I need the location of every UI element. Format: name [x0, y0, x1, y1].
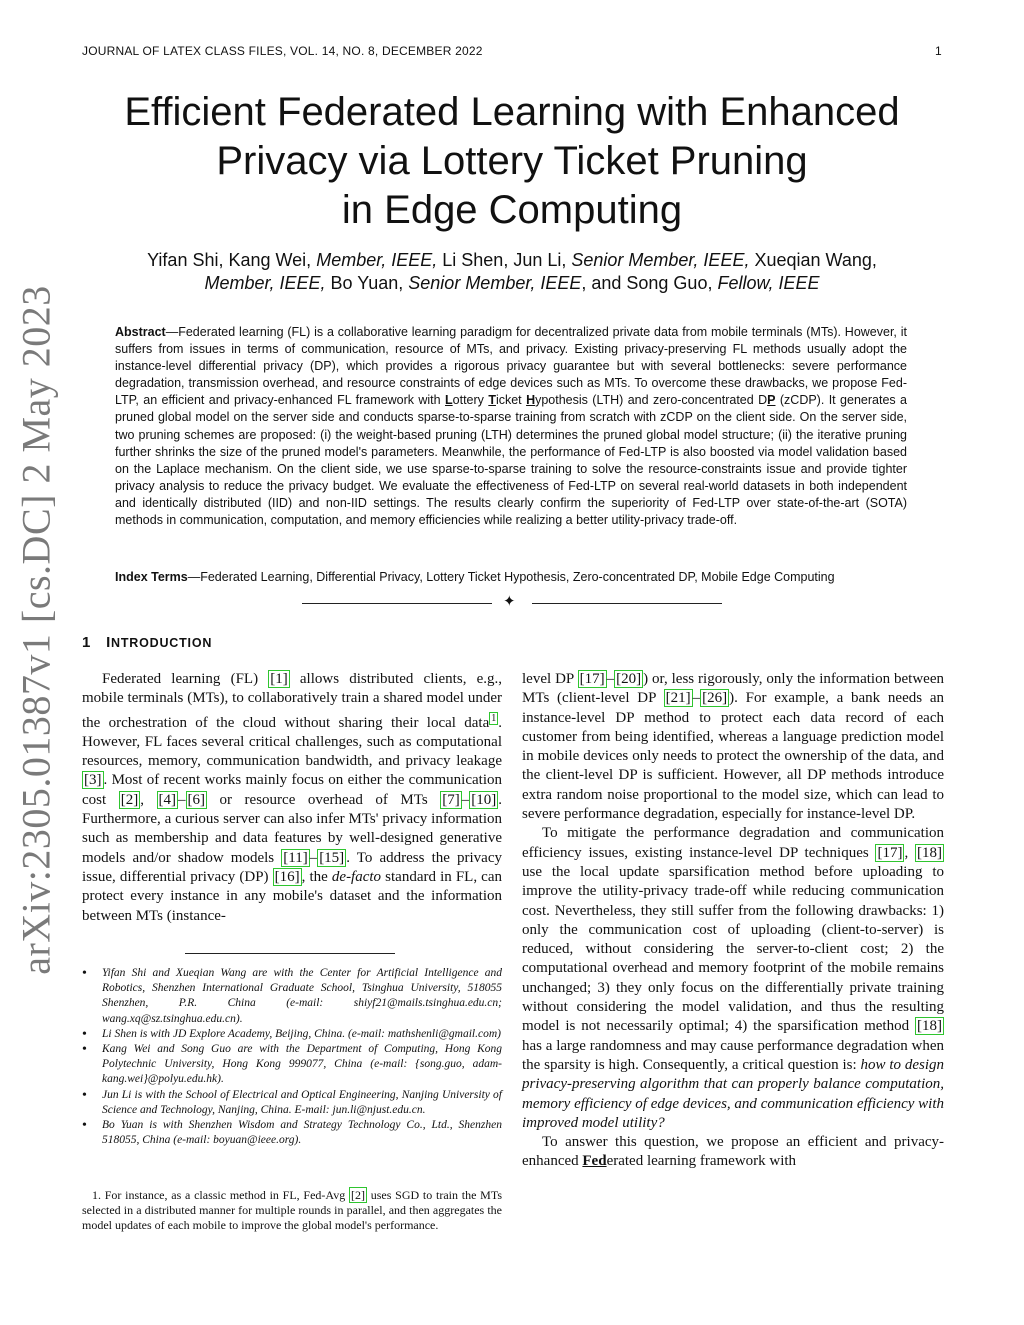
citation-link[interactable]: [16]	[274, 868, 300, 885]
author-rank: Senior Member, IEEE	[408, 273, 582, 293]
citation-link[interactable]: [17]	[877, 844, 903, 861]
citation-link[interactable]: [6]	[187, 791, 205, 808]
abstract-dash: —	[165, 325, 179, 339]
citation-link[interactable]: [2]	[120, 791, 139, 808]
title-line-2: Privacy via Lottery Ticket Pruning	[216, 139, 808, 183]
paragraph: Federated learning (FL) [1] allows distributed clients, e.g., mobile terminals (MTs), to collaboratively train a shared model under the orchestration of the cloud without sharing their local data $^1$ . However, FL faces several critical challenges, such as computational resources, memory, communication bandwidth, and privacy leakage [3] . Most of recent works mainly focus on either the communication cost [2] , [4] – [6] or resource overhead of MTs [7] – [10] . Furthermore, a curious server can also infer MTs' privacy information such as membership and data features by well-designed generative models and/or shadow models [11] – [15] . To address the privacy issue, differential privacy (DP) [16] , the de-facto standard in FL, can protect every instance in any mobile's dataset and the information between MTs (instance-	[82, 671, 503, 924]
author-names: Xueqian Wang,	[754, 250, 877, 270]
index-terms-text: Federated Learning, Differential Privacy, Lottery Ticket Hypothesis, Zero-concentrated DP, Mobile Edge Computing	[200, 570, 835, 584]
abstract-text: icket	[495, 393, 527, 408]
section-title-rest: NTRODUCTION	[111, 636, 213, 650]
acronym-letter: T	[488, 393, 496, 408]
separator-rule-left	[302, 603, 492, 604]
separator-rule-right	[532, 603, 722, 604]
arxiv-stamp	[6, 285, 66, 975]
right-column	[522, 670, 944, 1172]
abstract	[115, 324, 907, 529]
citation-link[interactable]: [4]	[158, 791, 176, 808]
citation-link[interactable]: [2]	[350, 1188, 365, 1202]
citation-link[interactable]: [10]	[471, 791, 497, 808]
citation-link[interactable]: [20]	[616, 671, 642, 687]
paragraph: To answer this question, we propose an efficient and privacy-enhanced Federated learning framework with	[522, 1134, 944, 1170]
section-heading	[82, 634, 212, 651]
acronym-letter: P	[767, 393, 776, 408]
author-rank: Fellow, IEEE	[717, 273, 820, 293]
abstract-text: ottery	[452, 393, 489, 408]
section-title-initial: I	[106, 634, 112, 651]
author-names: Bo Yuan,	[330, 273, 404, 293]
author-rank: Senior Member, IEEE,	[571, 250, 750, 270]
author-names: Yifan Shi, Kang Wei,	[147, 250, 312, 270]
left-column	[82, 670, 502, 926]
affiliation-item: • Yifan Shi and Xueqian Wang are with the Center for Artificial Intelligence and Robotics, Shenzhen International Graduate School, Tsinghua University, 518055 Shenzhen, P.R. China (e-mail: shiyf21@mails.tsinghua.edu.cn; wang.xq@sz.tsinghua.edu.cn).	[82, 966, 502, 1027]
author-names: Li Shen, Jun Li,	[442, 250, 567, 270]
author-line-1	[80, 249, 944, 272]
paragraph: To mitigate the performance degradation and communication efficiency issues, existing instance-level DP techniques [17] , [18] use the local update sparsification method before uploading to improve the utility-privacy trade-off while reducing communication cost. Nevertheless, they still suffer from the following drawbacks: 1) only the communication cost of uploading (client-to-server) is reduced, without considering the server-to-client cost; 2) the computational overhead and memory footprint of the mobile remains unchanged; 3) they only focus on the differentially private training without considering the model validation, and thus the resulting model is not necessarily optimal; 4) the sparsification method [18] has a large randomness and may cause performance degradation when the sparsity is high. Consequently, a critical question is: how to design privacy-preserving algorithm that can properly balance computation, memory efficiency of edge devices, and communication efficiency with improved model utility?	[522, 825, 944, 1131]
author-line-2	[80, 272, 944, 295]
affiliation-item: • Li Shen is with JD Explore Academy, Beijing, China. (e-mail: mathshenli@gmail.com)	[82, 1027, 502, 1042]
citation-link[interactable]: [15]	[319, 849, 345, 866]
affiliation-item: • Kang Wei and Song Guo are with the Department of Computing, Hong Kong Polytechnic University, Hong Kong 999077, China (e-mail: {song.guo, adam-kang.wei}@polyu.edu.hk).	[82, 1042, 502, 1088]
citation-link[interactable]: [17]	[579, 671, 605, 687]
affiliation-item: • Bo Yuan is with Shenzhen Wisdom and Strategy Technology Co., Ltd., Shenzhen 518055, China (e-mail: boyuan@ieee.org).	[82, 1118, 502, 1148]
section-number: 1	[82, 634, 92, 651]
abstract-label: Abstract	[115, 325, 166, 339]
author-rank: Member, IEEE,	[316, 250, 438, 270]
affiliation-notes	[82, 966, 502, 1148]
citation-link[interactable]: [18]	[917, 1018, 942, 1035]
title-line-3: in Edge Computing	[341, 188, 683, 232]
acronym-letter: L	[445, 393, 453, 408]
separator-diamond-icon: ✦	[503, 593, 516, 610]
citation-link[interactable]: [26]	[702, 690, 728, 707]
author-rank: Member, IEEE,	[204, 273, 326, 293]
abstract-text: (zCDP). It generates a pruned global model on the server side and conducts sparse-to-sparse training from scratch with zCDP on the client side. On the server side, two pruning schemes are proposed: (i) the weight-based pruning (LTH) determines the pruned global model structure; (ii) the iterative pruning further shrinks the size of the pruned model's parameters. Meanwhile, the performance of Fed-LTP is also boosted via model validation based on the Laplace mechanism. On the client side, we use sparse-to-sparse training to solve the resource-constraints issue and provide tighter privacy analysis to reduce the privacy budget. We evaluate the effectiveness of Fed-LTP on several real-world datasets in both independent and identically distributed (IID) and non-IID settings. The results clearly confirm the superiority of Fed-LTP over state-of-the-art (SOTA) methods in communication, computation, and memory efficiencies while realizing a better utility-privacy trade-off.	[115, 393, 907, 528]
paper-title	[80, 88, 944, 235]
citation-link[interactable]: [11]	[283, 849, 308, 866]
author-names: , and Song Guo,	[581, 273, 713, 293]
index-terms	[115, 569, 907, 586]
abstract-text: Federated learning (FL) is a collaborative learning paradigm for decentralized private data from mobile terminals (MTs). However, it suffers from issues in terms of communication, resource of MTs, and privacy. Existing privacy-preserving FL methods usually adopt the instance-level differential privacy (DP), which provides a rigorous privacy guarantee but with several bottlenecks: severe performance degradation, transmission overhead, and resource constraints of edge devices such as MTs. To overcome these drawbacks, we propose Fed-LTP, an efficient and privacy-enhanced FL framework with	[115, 325, 907, 408]
citation-link[interactable]: [21]	[665, 690, 691, 707]
citation-link[interactable]: [7]	[442, 791, 460, 808]
author-list	[80, 249, 944, 295]
citation-link[interactable]: [3]	[84, 772, 102, 789]
affiliation-item: • Jun Li is with the School of Electrical and Optical Engineering, Nanjing University of Science and Technology, Nanjing, China. E-mail: jun.li@njust.edu.cn.	[82, 1088, 502, 1118]
index-terms-dash: —	[187, 570, 201, 584]
research-question: how to design privacy-preserving algorithm that can properly balance computation, memory efficiency of edge devices, and communication efficiency with improved model utility?	[522, 1056, 944, 1131]
running-header: JOURNAL OF LATEX CLASS FILES, VOL. 14, NO. 8, DECEMBER 2022	[82, 44, 483, 58]
footnote: 1. For instance, as a classic method in FL, Fed-Avg [2] uses SGD to train the MTs selected in a distributed manner for multiple rounds in parallel, and then aggregates the model updates of each mobile to improve the global model's performance.	[82, 1188, 502, 1232]
arxiv-id: arXiv:2305.01387v1 [cs.DC] 2 May 2023	[13, 285, 59, 975]
title-line-1: Efficient Federated Learning with Enhanced	[124, 90, 900, 134]
acronym-letter: H	[526, 393, 536, 408]
abstract-text: ypothesis (LTH) and zero-concentrated D	[535, 393, 768, 408]
paragraph: level DP [17] – [20] ) or, less rigorously, only the information between MTs (client-level DP [21] – [26] ). For example, a bank needs an instance-level DP method to protect each data record of each customer from being identified, whereas a language prediction model in mobile devices only needs to protect the ownership of the data, and the client-level DP is sufficient. However, all DP methods introduce extra random noise proportional to the model size, which can lead to severe performance degradation, especially for instance-level DP.	[522, 671, 944, 823]
acronym-letters: Fed	[582, 1153, 607, 1170]
citation-link[interactable]: [18]	[917, 844, 943, 861]
index-terms-label: Index Terms	[115, 570, 188, 584]
page-number: 1	[935, 44, 942, 58]
citation-link[interactable]: [1]	[270, 671, 288, 687]
footnote-rule	[185, 953, 395, 954]
footnote-link[interactable]: 1	[491, 712, 497, 724]
